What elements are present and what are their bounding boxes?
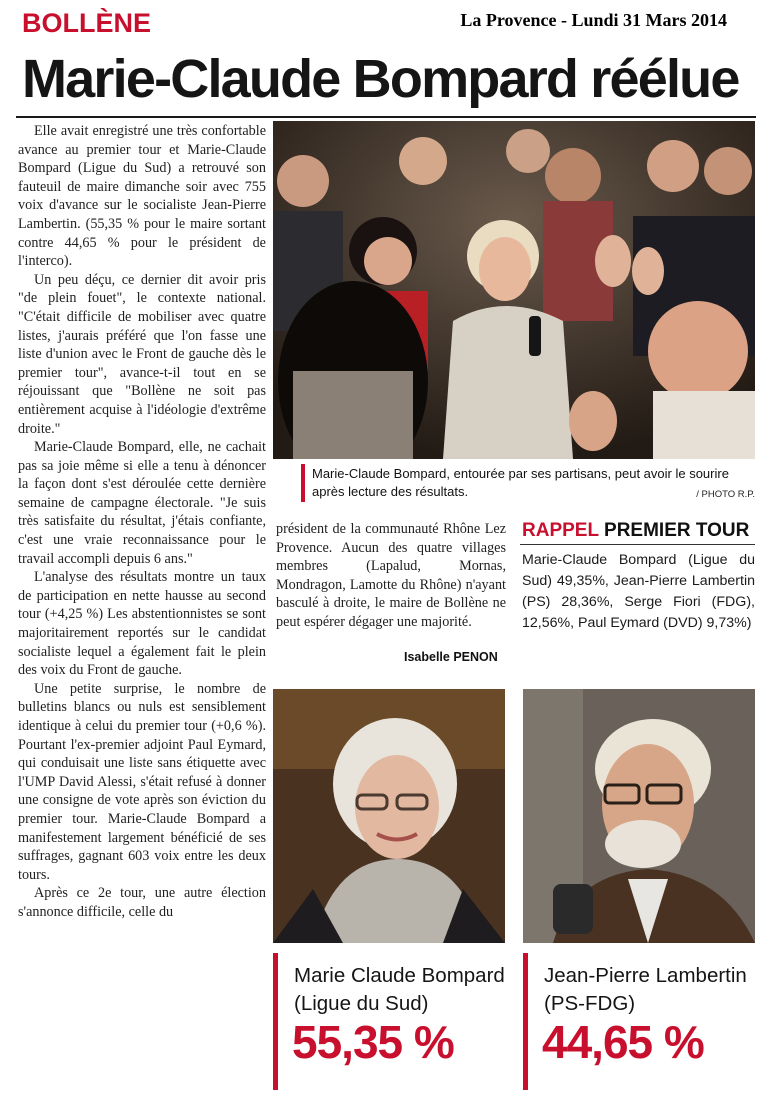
candidate-name-line: Jean-Pierre Lambertin [544,964,747,987]
paragraph: Elle avait enregistré une très confortable avance au premier tour et Marie-Claude Bompard (Ligue du Sud) a retrouvé son fauteuil de maire dimanche soir avec 755 voix d'avance sur le socialiste Jean-Pierre Lambertin. (55,35 % pour le maire sortant contre 44,65 % pour le président de l'interco). [18,123,266,270]
caption-text: Marie-Claude Bompard, entourée par ses partisans, peut avoir le sourire après lecture des résultats. [312,466,729,499]
header-rule [16,116,756,118]
headline: Marie-Claude Bompard réélue [22,49,739,109]
section-label: BOLLÈNE [22,8,152,38]
paragraph: président de la communauté Rhône Lez Provence. Aucun des quatre villages membres (Lapalud, Mornas, Mondragon, Lamotte du Rhône) n'ayant basculé à droite, le maire de Bollène ne peut espérer dégager une majorité. [276,521,506,630]
paragraph: Marie-Claude Bompard, elle, ne cachait pas sa joie même si elle a tenu à dénoncer la façon dont s'est déroulée cette dernière semaine de campagne électorale. "Je suis très satisfaite du résultat, j'étais confiante, c'est une vraie reconnaissance pour le travail accompli depuis 6 ans." [18,439,266,567]
paragraph: Après ce 2e tour, une autre élection s'annonce difficile, celle du [18,885,266,920]
candidate-name-line: Marie Claude Bompard [294,964,505,987]
article-column-2 [276,520,506,632]
portrait-bompard [273,689,505,943]
portrait-bompard-illustration [273,689,505,943]
candidate-name [544,962,747,1018]
rappel-label: RAPPEL [522,520,599,541]
result-card-bompard [273,953,505,1090]
portrait-lambertin-illustration [523,689,755,943]
paragraph: Une petite surprise, le nombre de bulletins blancs ou nuls est sensiblement identique à celui du premier tour (+0,6 %). Pourtant l'ex-premier adjoint Paul Eymard, qui conduisait une liste sans étiquette avec l'UMP David Alessi, s'était refusé à donner une consigne de vote après son éviction du premier tour. Marie-Claude Bompard a manifestement largement bénéficié de ses suffrages, gagnant 603 voix entre les deux tours. [18,680,266,883]
candidate-party: (Ligue du Sud) [294,992,429,1015]
candidate-name [294,962,505,1018]
portrait-lambertin [523,689,755,943]
article-column-1 [18,122,266,922]
photo-caption [301,465,751,501]
crowd-photo [273,121,755,459]
candidate-percent: 55,35 % [292,1016,454,1068]
candidate-percent: 44,65 % [542,1016,704,1068]
paragraph: L'analyse des résultats montre un taux de participation en nette hausse au second tour (+4,25 %) Les abstentionnistes se sont majoritairement reportés sur le candidat socialiste lequel a également fait le plein des voix du Front de gauche. [18,569,266,679]
rappel-body: Marie-Claude Bompard (Ligue du Sud) 49,35%, Jean-Pierre Lambertin (PS) 28,36%, Serge Fiori (FDG), 12,56%, Paul Eymard (DVD) 9,73%) [522,552,755,631]
masthead: La Provence - Lundi 31 Mars 2014 [460,10,727,30]
rappel-rule [520,544,755,545]
result-card-lambertin [523,953,755,1090]
byline: Isabelle PENON [404,650,498,664]
candidate-party: (PS-FDG) [544,992,636,1015]
paragraph: Un peu déçu, ce dernier dit avoir pris "de plein fouet", le contexte national. "C'était difficile de mobiliser avec quatre listes, j'aurais préféré que l'on fasse une liste d'union avec le Front de gauche dès le premier tour", avance-t-il tout en se réjouissant que "Bollène ne soit pas entièrement acquise à l'idéologie d'extrême droite." [18,271,266,437]
rappel-title [522,520,749,542]
crowd-photo-illustration [273,121,755,459]
photo-credit: / PHOTO R.P. [696,489,755,500]
rappel-sublabel: PREMIER TOUR [604,520,750,541]
